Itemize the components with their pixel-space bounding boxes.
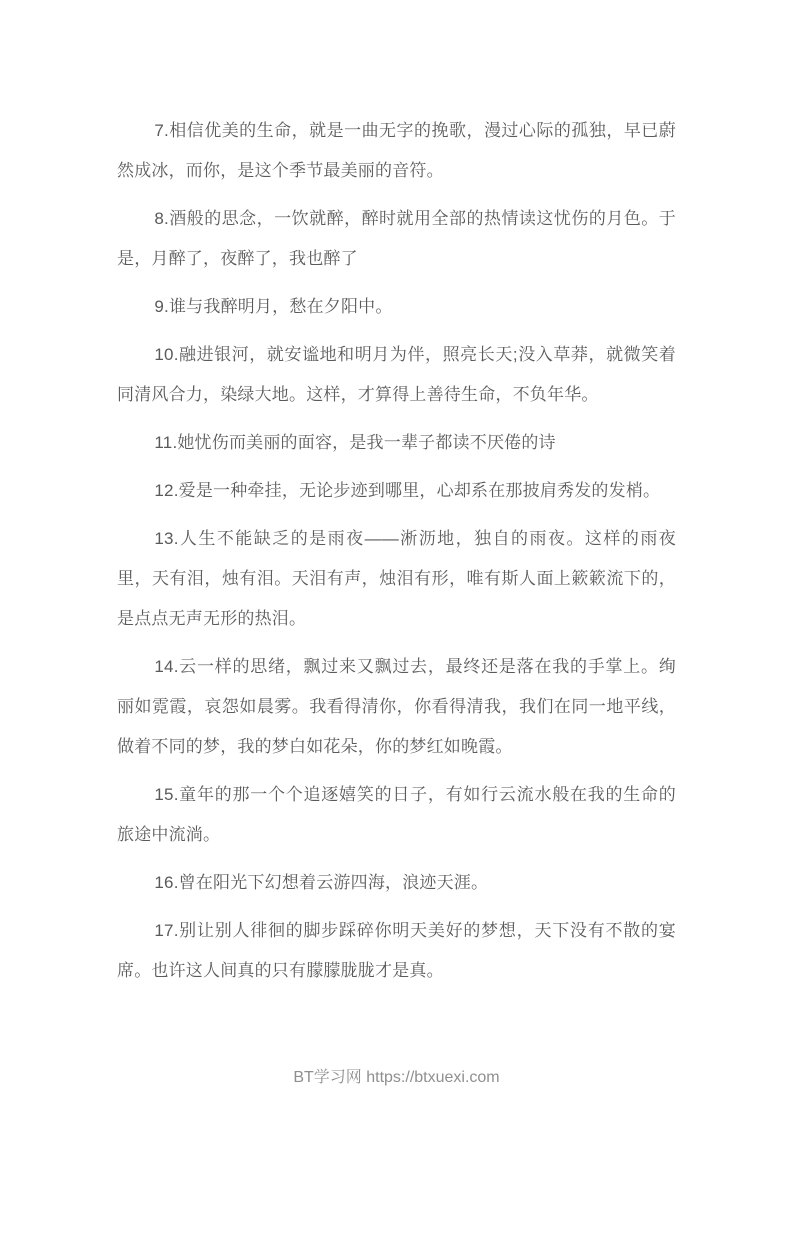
- paragraph: 11.她忧伤而美丽的面容，是我一辈子都读不厌倦的诗: [154, 433, 556, 452]
- page-footer: [0, 1068, 793, 1088]
- paragraph: 7.相信优美的生命，就是一曲无字的挽歌，漫过心际的孤独，早已蔚然成冰，而你，是这个季节最美丽的音符。: [117, 121, 676, 180]
- paragraph: 12.爱是一种牵挂，无论步迹到哪里，心却系在那披肩秀发的发梢。: [154, 481, 661, 500]
- paragraph: 13.人生不能缺乏的是雨夜——淅沥地，独自的雨夜。这样的雨夜里，天有泪，烛有泪。天泪有声，烛泪有形，唯有斯人面上簌簌流下的，是点点无声无形的热泪。: [117, 529, 676, 628]
- paragraph: 17.别让别人徘徊的脚步踩碎你明天美好的梦想，天下没有不散的宴席。也许这人间真的只有朦朦胧胧才是真。: [117, 921, 676, 980]
- footer-watermark-text: BT学习网 https://btxuexi.com: [293, 1069, 500, 1086]
- paragraph: 8.酒般的思念，一饮就醉，醉时就用全部的热情读这忧伤的月色。于是，月醉了，夜醉了，我也醉了: [117, 209, 676, 268]
- paragraph: 14.云一样的思绪，飘过来又飘过去，最终还是落在我的手掌上。绚丽如霓霞，哀怨如晨雾。我看得清你，你看得清我，我们在同一地平线，做着不同的梦，我的梦白如花朵，你的梦红如晚霞。: [117, 657, 676, 756]
- document-page: [0, 111, 793, 1233]
- document-body: [117, 111, 676, 991]
- paragraph: 15.童年的那一个个追逐嬉笑的日子，有如行云流水般在我的生命的旅途中流淌。: [117, 785, 676, 844]
- paragraph: 16.曾在阳光下幻想着云游四海，浪迹天涯。: [154, 873, 489, 892]
- paragraph: 9.谁与我醉明月，愁在夕阳中。: [154, 297, 393, 316]
- paragraph: 10.融进银河，就安谧地和明月为伴，照亮长天;没入草莽，就微笑着同清风合力，染绿大地。这样，才算得上善待生命，不负年华。: [117, 345, 676, 404]
